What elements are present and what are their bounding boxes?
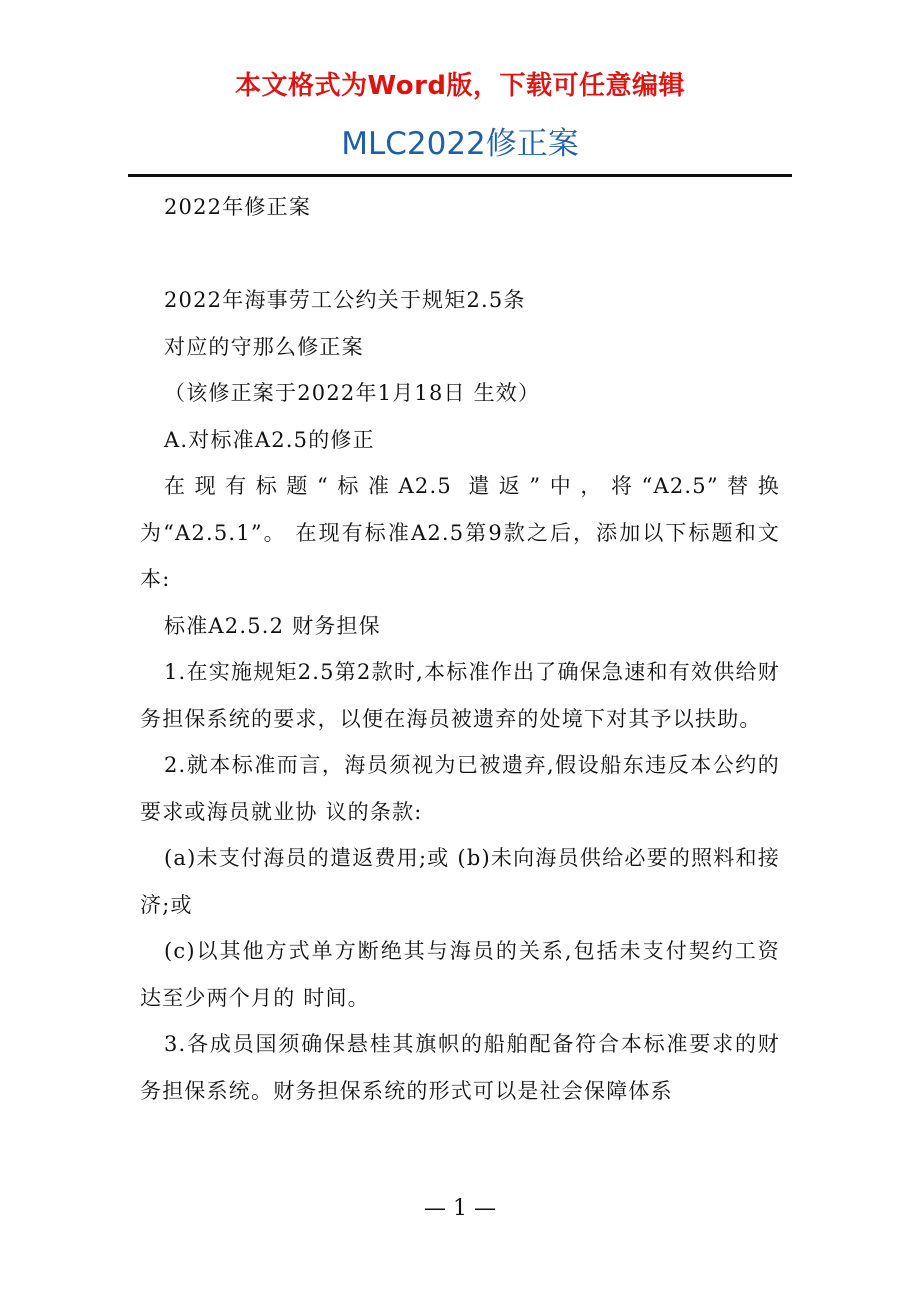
page-number: — 1 — [424, 1196, 496, 1221]
paragraph-clause-2ab: (a)未支付海员的遣返费用;或 (b)未向海员供给必要的照料和接济;或 [140, 846, 780, 917]
document-body [140, 184, 780, 1114]
paragraph-clause-2c: (c)以其他方式单方断绝其与海员的关系,包括未支付契约工资达至少两个月的 时间。 [140, 939, 780, 1010]
paragraph-replacement-instruction: 在现有标题“标准A2.5 遣返”中，将“A2.5”替换为“A2.5.1”。 在现有标准A2.5第9款之后，添加以下标题和文本: [140, 474, 780, 591]
paragraph-section-a: A.对标准A2.5的修正 [164, 427, 375, 452]
title-divider [128, 174, 792, 177]
paragraph-heading-year: 2022年修正案 [164, 195, 312, 219]
document-title: MLC2022修正案 [341, 126, 579, 162]
paragraph-clause-2: 2.就本标准而言，海员须视为已被遗弃,假设船东违反本公约的要求或海员就业协 议的条款: [140, 753, 780, 824]
blank-line [140, 231, 780, 278]
paragraph-clause-3: 3.各成员国须确保悬桂其旗帜的船舶配备符合本标准要求的财务担保系统。财务担保系统的形式可以是社会保障体系 [140, 1032, 780, 1103]
paragraph-convention-title: 2022年海事劳工公约关于规矩2.5条 [164, 288, 526, 312]
paragraph-effective-date: （该修正案于2022年1月18日 生效） [164, 381, 541, 405]
download-banner: 本文格式为Word版，下载可任意编辑 [234, 71, 686, 101]
paragraph-standard-heading: 标准A2.5.2 财务担保 [164, 613, 381, 638]
paragraph-convention-subtitle: 对应的守那么修正案 [164, 334, 364, 359]
paragraph-clause-1: 1.在实施规矩2.5第2款时,本标准作出了确保急速和有效供给财务担保系统的要求，以便在海员被遗弃的处境下对其予以扶助。 [140, 660, 780, 731]
